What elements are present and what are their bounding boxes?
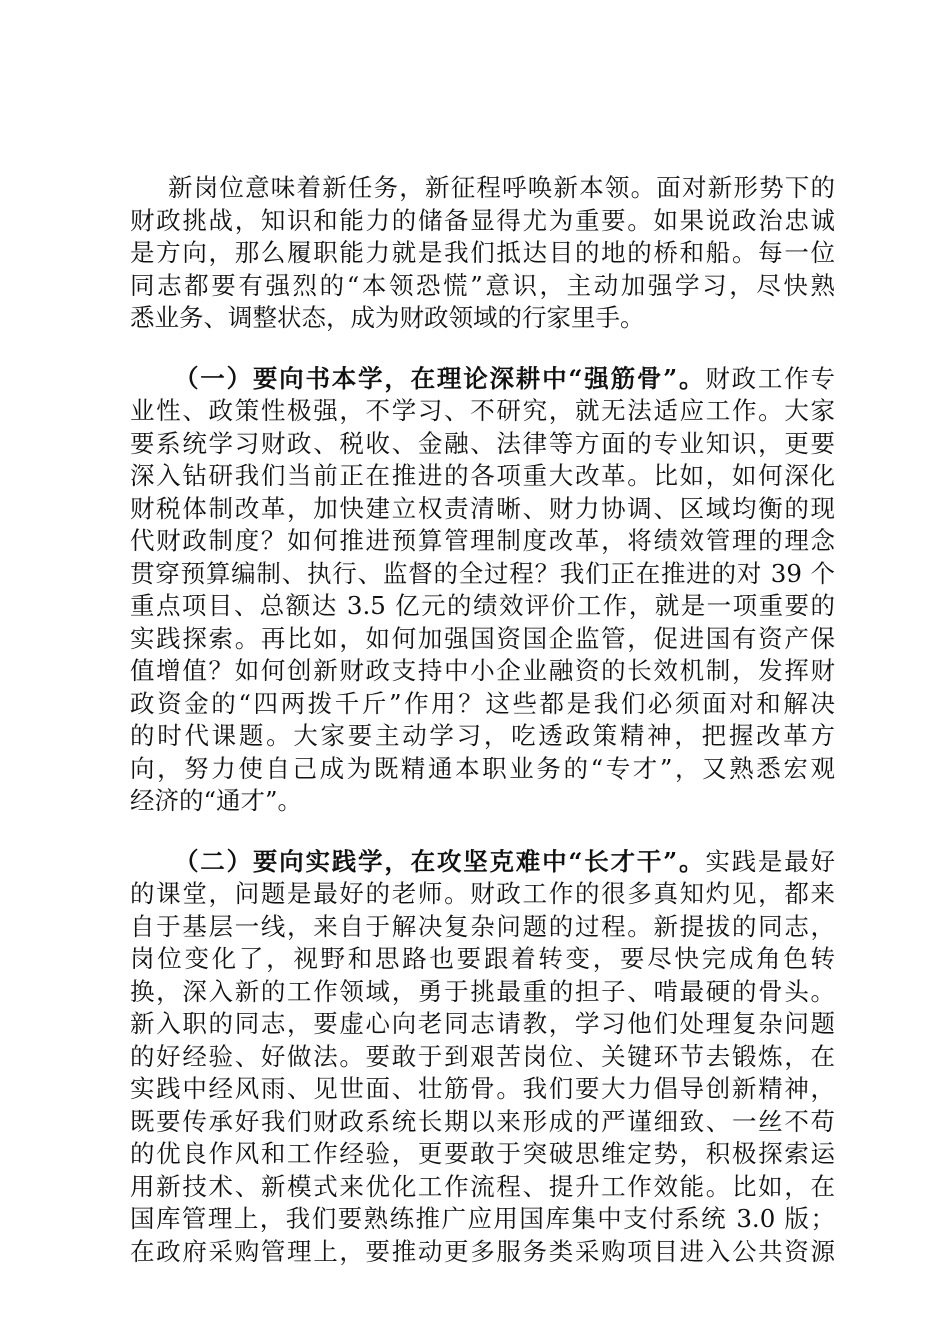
text-line: 的课堂，问题是最好的老师。财政工作的很多真知灼见，都来	[130, 879, 835, 908]
text-line: 新岗位意味着新任务，新征程呼唤新本领。面对新形势下的	[168, 173, 835, 202]
text-line: 重点项目、总额达 3.5 亿元的绩效评价工作，就是一项重要的	[130, 591, 835, 620]
text-line: 的好经验、好做法。要敢于到艰苦岗位、关键环节去锻炼，在	[130, 1041, 835, 1071]
text-line: 要系统学习财政、税收、金融、法律等方面的专业知识，更要	[130, 428, 835, 458]
text-line: 同志都要有强烈的“本领恐慌”意识，主动加强学习，尽快熟	[130, 270, 835, 300]
text-line: 的优良作风和工作经验，更要敢于突破思维定势，积极探索运	[130, 1139, 835, 1168]
text-line: 自于基层一线，来自于解决复杂问题的过程。新提拔的同志，	[130, 911, 835, 941]
text-line: 经济的“通才”。	[130, 786, 303, 815]
text-line: 既要传承好我们财政系统长期以来形成的严谨细致、一丝不苟	[130, 1106, 835, 1136]
text-line: 的时代课题。大家要主动学习，吃透政策精神，把握改革方	[130, 721, 835, 750]
text-line: 财税体制改革，加快建立权责清晰、财力协调、区域均衡的现	[130, 493, 835, 523]
text-line: 是方向，那么履职能力就是我们抵达目的地的桥和船。每一位	[130, 238, 835, 267]
document-body	[130, 172, 835, 1296]
text-line: 财政挑战，知识和能力的储备显得尤为重要。如果说政治忠诚	[130, 205, 835, 235]
section-heading: （一）要向书本学，在理论深耕中“强筋骨”。	[174, 363, 706, 393]
section-heading: （二）要向实践学，在攻坚克难中“长才干”。	[174, 846, 706, 876]
text-line: 业性、政策性极强，不学习、不研究，就无法适应工作。大家	[130, 396, 835, 425]
paragraph-section-2	[130, 846, 835, 1269]
text-line: 值增值？如何创新财政支持中小企业融资的长效机制，发挥财	[130, 656, 835, 685]
text-line: 代财政制度？如何推进预算管理制度改革，将绩效管理的理念	[130, 526, 835, 555]
text-line: 国库管理上，我们要熟练推广应用国库集中支付系统 3.0 版；	[130, 1204, 835, 1233]
text-line: 向，努力使自己成为既精通本职业务的“专才”，又熟悉宏观	[130, 753, 835, 783]
text-line	[130, 846, 835, 879]
paragraph-intro	[130, 172, 835, 335]
text-line: 新入职的同志，要虚心向老同志请教，学习他们处理复杂问题	[130, 1009, 835, 1038]
text-line: 悉业务、调整状态，成为财政领域的行家里手。	[130, 303, 645, 332]
text-run: 财政工作专	[705, 363, 835, 393]
text-run: 实践是最好	[705, 846, 835, 876]
text-line: 岗位变化了，视野和思路也要跟着转变，要尽快完成角色转	[130, 944, 835, 973]
text-line	[130, 363, 835, 396]
text-line: 贯穿预算编制、执行、监督的全过程？我们正在推进的对 39 个	[130, 558, 835, 588]
text-line: 深入钻研我们当前正在推进的各项重大改革。比如，如何深化	[130, 461, 835, 490]
text-line: 实践探索。再比如，如何加强国资国企监管，促进国有资产保	[130, 623, 835, 653]
text-line: 用新技术、新模式来优化工作流程、提升工作效能。比如，在	[130, 1171, 835, 1201]
text-line: 政资金的“四两拨千斤”作用？这些都是我们必须面对和解决	[130, 688, 835, 718]
text-line: 实践中经风雨、见世面、壮筋骨。我们要大力倡导创新精神，	[130, 1074, 835, 1103]
text-line: 换，深入新的工作领域，勇于挑最重的担子、啃最硬的骨头。	[130, 976, 835, 1006]
paragraph-section-1	[130, 363, 835, 818]
text-line: 在政府采购管理上，要推动更多服务类采购项目进入公共资源	[130, 1236, 835, 1266]
